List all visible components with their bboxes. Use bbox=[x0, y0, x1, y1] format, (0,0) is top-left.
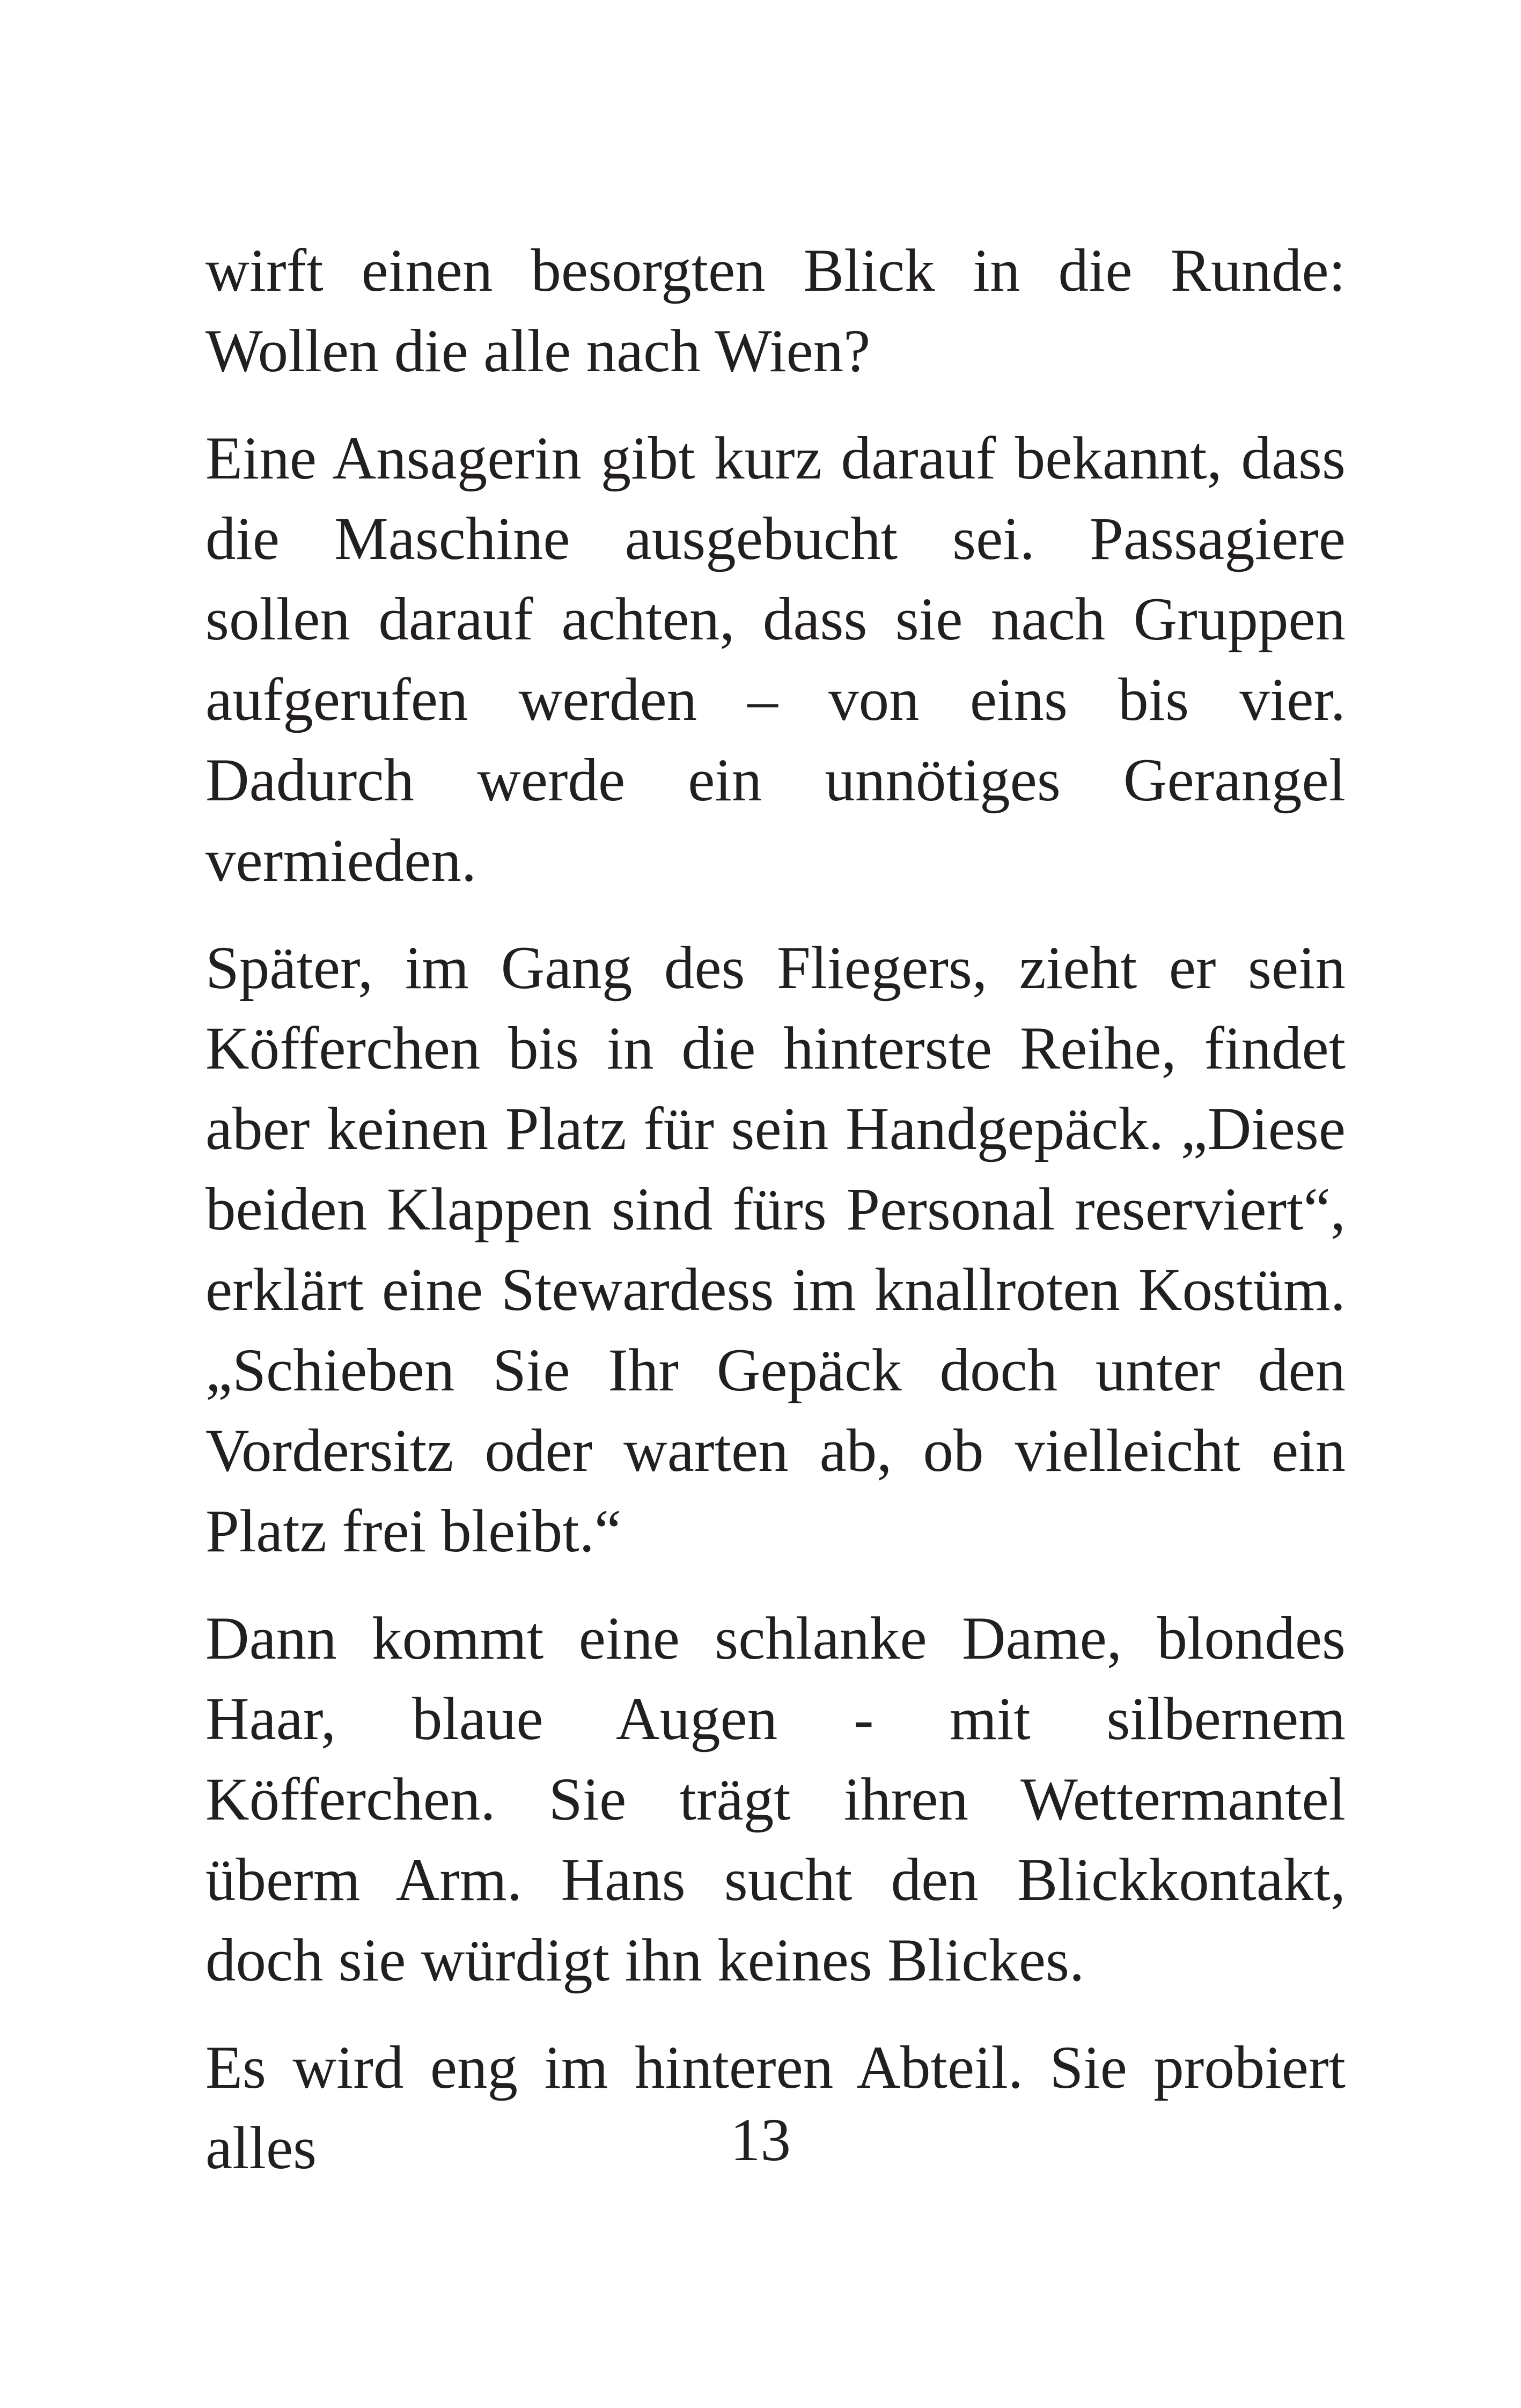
paragraph-1: wirft einen besorgten Blick in die Runde: Wollen die alle nach Wien? bbox=[205, 237, 1346, 385]
page-number: 13 bbox=[730, 2107, 791, 2174]
paragraph-3: Später, im Gang des Fliegers, zieht er sein Köfferchen bis in die hinterste Reihe, findet aber keinen Platz für sein Handgepäck. „Diese beiden Klappen sind fürs Personal reserviert“, erklärt eine Stewardess im knallroten Kostüm. „Schieben Sie Ihr Gepäck doch unter den Vordersitz oder warten ab, ob vielleicht ein Platz frei bleibt.“ bbox=[205, 934, 1346, 1565]
body-text bbox=[205, 231, 1346, 2189]
paragraph-4: Dann kommt eine schlanke Dame, blondes Haar, blaue Augen - mit silbernem Köfferchen. Sie trägt ihren Wettermantel überm Arm. Hans sucht den Blickkontakt, doch sie würdigt ihn keines Blickes. bbox=[205, 1605, 1346, 1994]
paragraph-5: Es wird eng im hinteren Abteil. Sie probiert alles bbox=[205, 2034, 1346, 2182]
paragraph-2: Eine Ansagerin gibt kurz darauf bekannt, dass die Maschine ausgebucht sei. Passagiere sollen darauf achten, dass sie nach Gruppen aufgerufen werden – von eins bis vier. Dadurch werde ein unnötiges Gerangel vermieden. bbox=[205, 425, 1346, 894]
